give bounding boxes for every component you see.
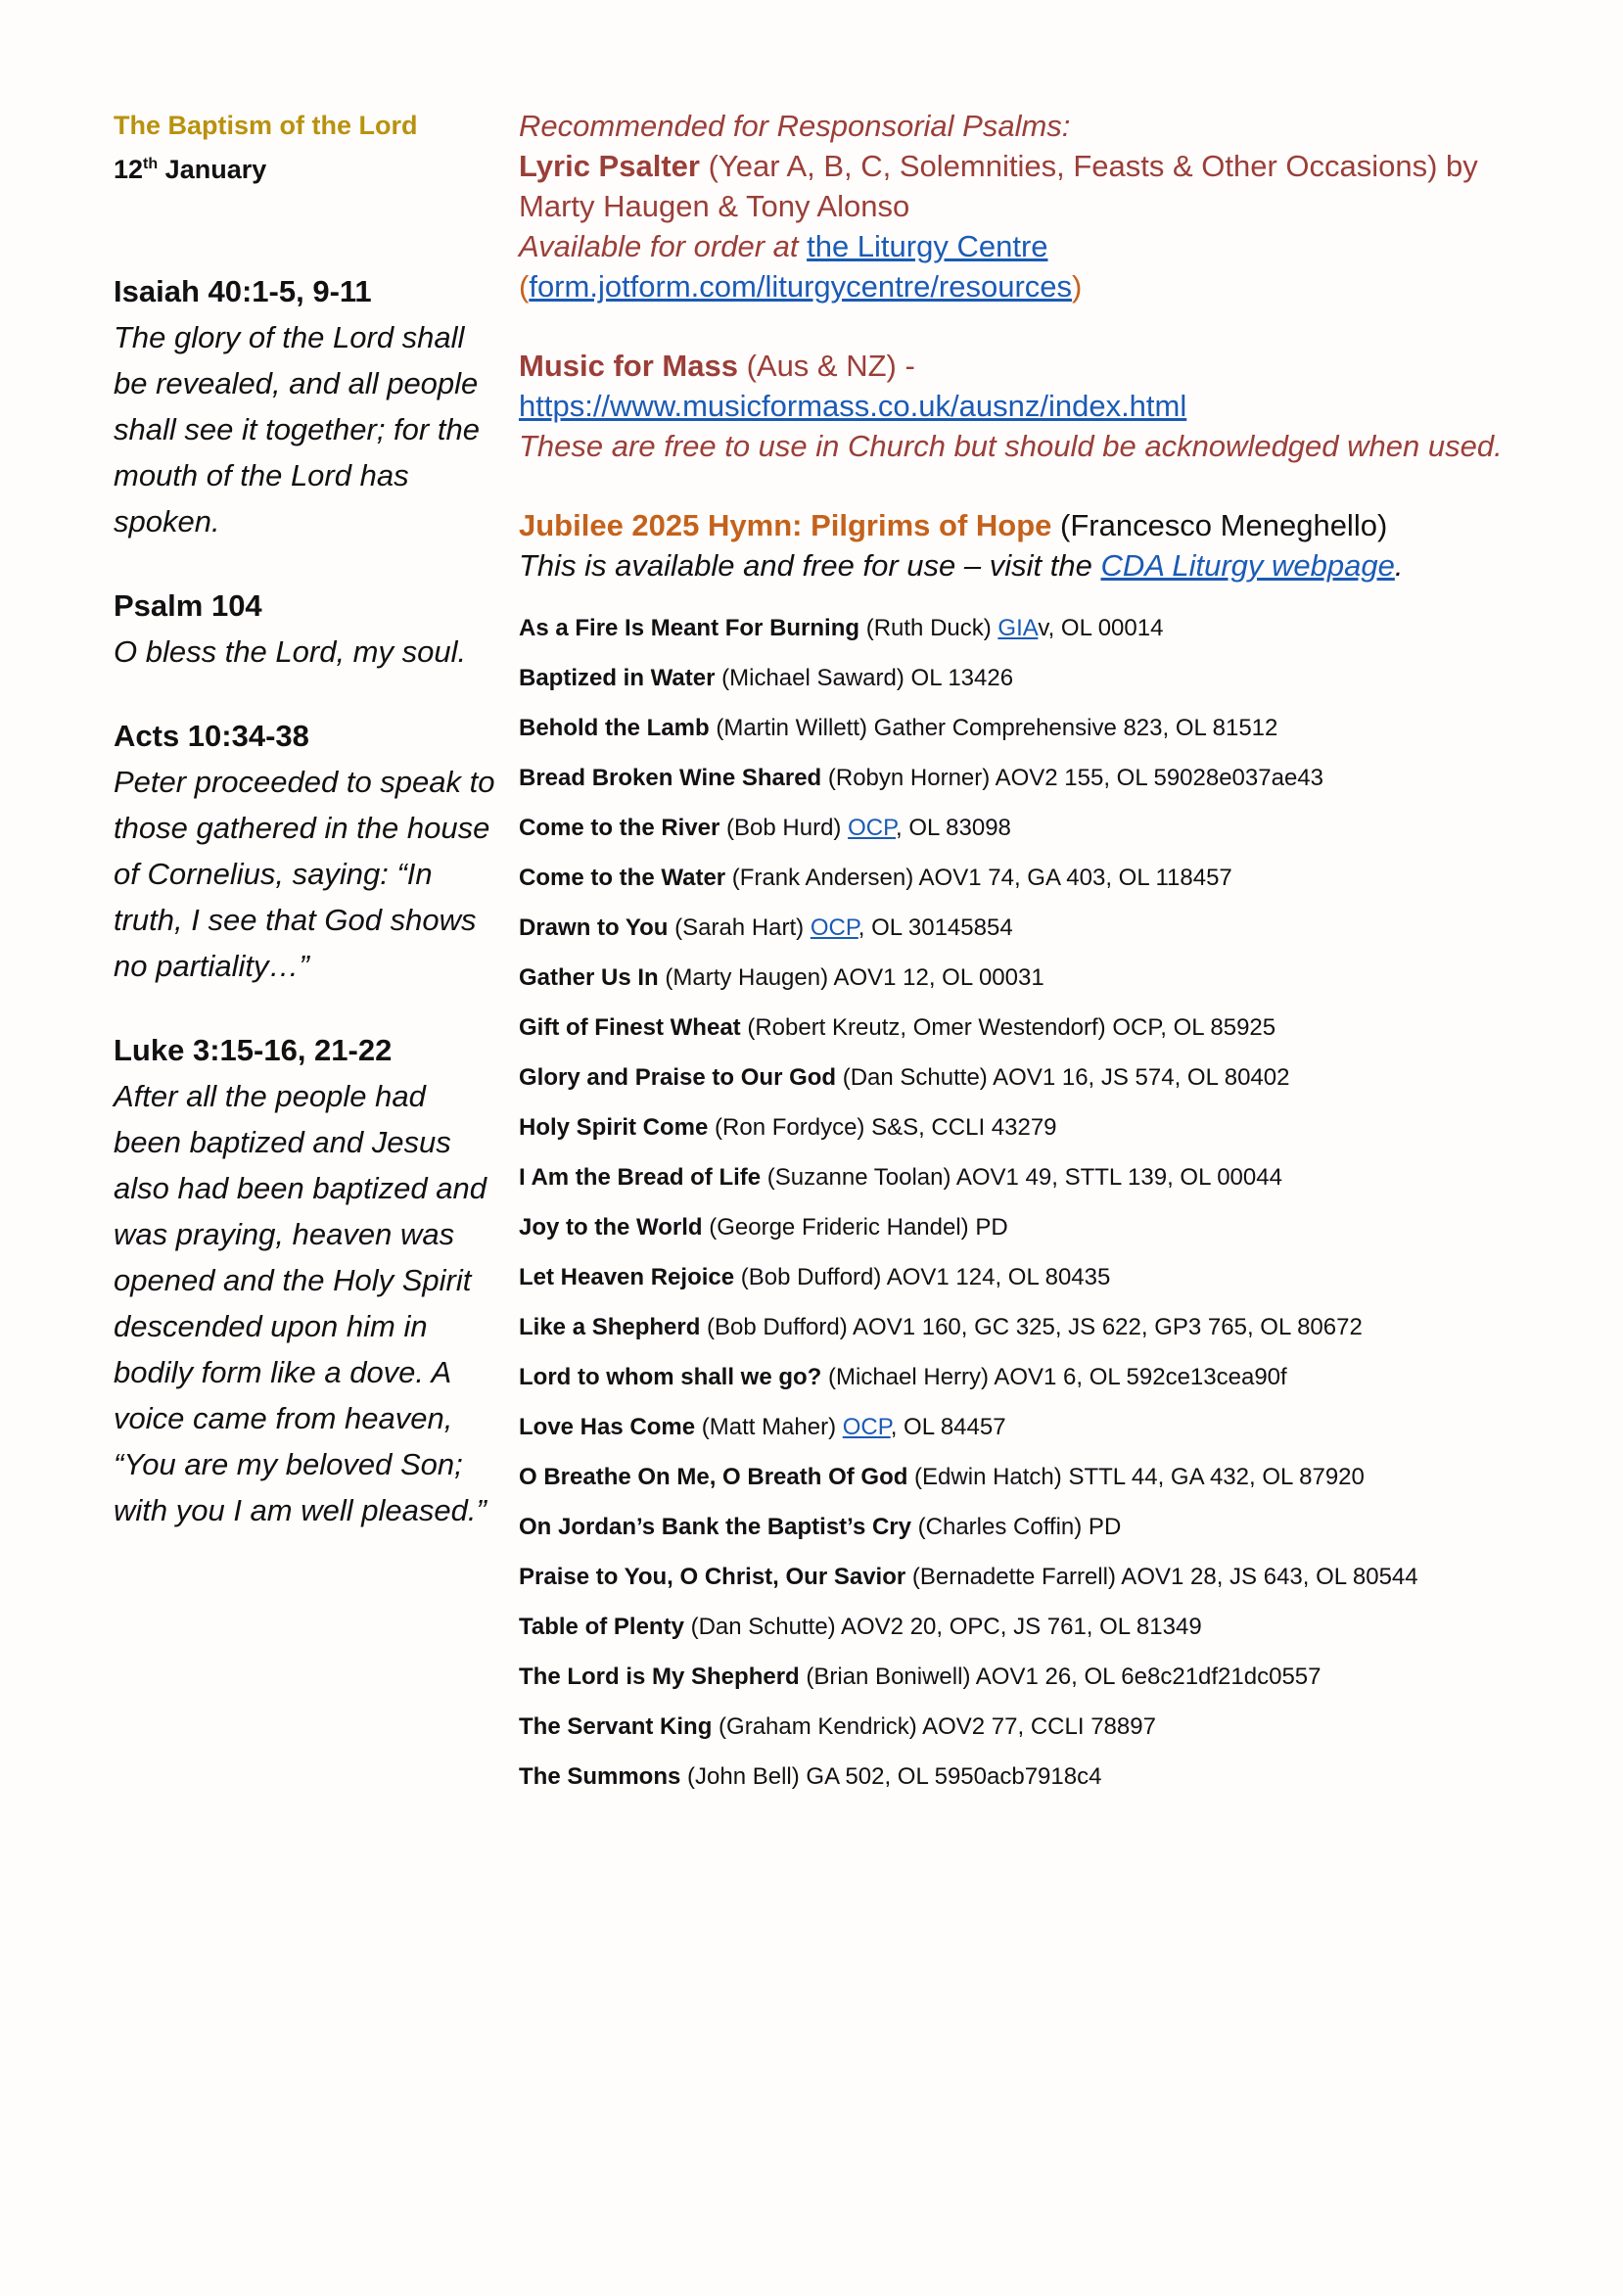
hymn-item — [519, 1602, 1596, 1652]
hymn-publisher-link[interactable]: GIA — [997, 615, 1039, 641]
hymn-details: (Dan Schutte) AOV2 20, OPC, JS 761, OL 81349 — [683, 1614, 1202, 1640]
music-mass-link[interactable]: https://www.musicformass.co.uk/ausnz/index.html — [519, 389, 1187, 423]
hymn-details: (Sarah Hart) — [668, 914, 811, 941]
hymn-item — [519, 1352, 1596, 1402]
reading-text-line: The glory of the Lord shall — [114, 320, 465, 354]
hymn-details-end: , OL 83098 — [896, 815, 1011, 841]
hymn-title: Baptized in Water — [519, 665, 716, 691]
hymn-item — [519, 603, 1596, 653]
feast-date — [114, 145, 495, 189]
hymn-title: The Summons — [519, 1763, 681, 1790]
music-mass-note: These are free to use in Church but should be acknowledged when used. — [519, 429, 1503, 463]
hymn-details: (Robyn Horner) AOV2 155, OL 59028e037ae43 — [821, 765, 1323, 791]
reading-text-line: voice came from heaven, — [114, 1401, 453, 1435]
hymn-title: Bread Broken Wine Shared — [519, 765, 822, 791]
hymn-details: (Ruth Duck) — [859, 615, 998, 641]
hymn-title: As a Fire Is Meant For Burning — [519, 615, 860, 641]
hymn-item — [519, 703, 1596, 753]
hymn-title: Glory and Praise to Our God — [519, 1064, 837, 1091]
hymn-details: (Graham Kendrick) AOV2 77, CCLI 78897 — [712, 1713, 1156, 1740]
hymn-details: (Frank Andersen) AOV1 74, GA 403, OL 118457 — [725, 865, 1232, 891]
reading-text-line: bodily form like a dove. A — [114, 1355, 452, 1389]
hymn-details: (Bob Dufford) AOV1 124, OL 80435 — [734, 1264, 1111, 1290]
hymn-publisher-link[interactable]: OCP — [848, 815, 897, 841]
hymn-item — [519, 1202, 1596, 1252]
hymn-title: Gift of Finest Wheat — [519, 1014, 741, 1041]
jubilee-line — [519, 505, 1596, 545]
reading-text-line: After all the people had — [114, 1079, 426, 1113]
reading-text-line: shall see it together; for the — [114, 412, 480, 446]
hymn-title: The Lord is My Shepherd — [519, 1663, 800, 1690]
reading-text-line: mouth of the Lord has — [114, 458, 409, 492]
lyric-psalter-title: Lyric Psalter — [519, 149, 700, 183]
hymn-item — [519, 1402, 1596, 1452]
date-day: 12 — [114, 155, 144, 184]
hymn-title: Love Has Come — [519, 1414, 696, 1440]
reading-text-line: be revealed, and all people — [114, 366, 479, 400]
hymn-details: (Dan Schutte) AOV1 16, JS 574, OL 80402 — [836, 1064, 1290, 1091]
reading-text-line: also had been baptized and — [114, 1171, 487, 1205]
date-month: January — [164, 155, 267, 184]
hymn-details: (Michael Herry) AOV1 6, OL 592ce13cea90f — [821, 1364, 1287, 1390]
hymn-item — [519, 1652, 1596, 1702]
jubilee-note-end: . — [1394, 548, 1404, 583]
reading-text-line: no partiality…” — [114, 949, 309, 983]
music-mass-title: Music for Mass — [519, 349, 738, 383]
hymn-list — [519, 603, 1596, 1802]
jotform-link[interactable]: form.jotform.com/liturgycentre/resources — [529, 269, 1073, 304]
reading-text-line: descended upon him in — [114, 1309, 428, 1343]
hymn-details: (Michael Saward) OL 13426 — [715, 665, 1014, 691]
reading-reference: Luke 3:15-16, 21-22 — [114, 1033, 393, 1067]
hymn-title: Behold the Lamb — [519, 715, 710, 741]
hymn-details: (George Frideric Handel) PD — [702, 1214, 1008, 1241]
hymn-item — [519, 1152, 1596, 1202]
reading-block — [114, 584, 495, 675]
hymn-item — [519, 753, 1596, 803]
hymn-details: (Bob Dufford) AOV1 160, GC 325, JS 622, GP3 765, OL 80672 — [700, 1314, 1363, 1340]
hymn-details: (Ron Fordyce) S&S, CCLI 43279 — [708, 1114, 1057, 1141]
reading-text-line: of Cornelius, saying: “In — [114, 857, 433, 891]
hymn-title: Come to the Water — [519, 865, 726, 891]
hymn-details: (Brian Boniwell) AOV1 26, OL 6e8c21df21dc0557 — [799, 1663, 1322, 1690]
reading-text-line: those gathered in the house — [114, 811, 490, 845]
hymn-details: (Robert Kreutz, Omer Westendorf) OCP, OL 85925 — [740, 1014, 1276, 1041]
reading-text-line: with you I am well pleased.” — [114, 1493, 487, 1527]
readings-list — [114, 269, 495, 1533]
feast-title: The Baptism of the Lord — [114, 111, 418, 140]
hymn-item — [519, 1302, 1596, 1352]
hymn-item — [519, 903, 1596, 953]
reading-text-line: spoken. — [114, 504, 220, 539]
reading-text-line: opened and the Holy Spirit — [114, 1263, 472, 1297]
hymn-details: (Martin Willett) Gather Comprehensive 823, OL 81512 — [709, 715, 1278, 741]
date-suffix: th — [143, 156, 159, 172]
music-mass-desc: (Aus & NZ) - — [737, 349, 915, 383]
reading-block — [114, 269, 495, 544]
hymn-details: (Bob Hurd) — [719, 815, 849, 841]
music-mass-line — [519, 346, 1596, 386]
hymn-publisher-link[interactable]: OCP — [842, 1414, 891, 1440]
reading-reference: Acts 10:34-38 — [114, 719, 309, 753]
readings-column — [114, 106, 495, 1533]
hymn-title: Come to the River — [519, 815, 720, 841]
hymn-details: (Marty Haugen) AOV1 12, OL 00031 — [658, 964, 1044, 991]
hymn-details-end: , OL 30145854 — [858, 914, 1013, 941]
hymn-title: Praise to You, O Christ, Our Savior — [519, 1564, 906, 1590]
hymn-title: Holy Spirit Come — [519, 1114, 709, 1141]
reading-text-line: was praying, heaven was — [114, 1217, 455, 1251]
hymn-item — [519, 1702, 1596, 1752]
reading-reference: Isaiah 40:1-5, 9-11 — [114, 274, 372, 308]
hymn-item — [519, 1502, 1596, 1552]
hymn-publisher-link[interactable]: OCP — [810, 914, 858, 941]
hymn-title: On Jordan’s Bank the Baptist’s Cry — [519, 1514, 911, 1540]
available-text: Available for order at — [519, 229, 808, 263]
music-mass-link-line — [519, 386, 1596, 426]
hymn-title: Gather Us In — [519, 964, 659, 991]
hymn-details: (Suzanne Toolan) AOV1 49, STTL 139, OL 00044 — [761, 1164, 1282, 1191]
hymn-item — [519, 1552, 1596, 1602]
paren-close: ) — [1072, 269, 1083, 304]
hymn-title: Table of Plenty — [519, 1614, 684, 1640]
hymn-details: (Bernadette Farrell) AOV1 28, JS 643, OL 80544 — [905, 1564, 1418, 1590]
jotform-line — [519, 266, 1596, 306]
lyric-psalter-line — [519, 146, 1596, 186]
hymn-title: The Servant King — [519, 1713, 713, 1740]
hymn-item — [519, 1102, 1596, 1152]
paren-open: ( — [519, 269, 530, 304]
psalms-heading: Recommended for Responsorial Psalms: — [519, 109, 1071, 143]
hymn-item — [519, 1752, 1596, 1802]
lyric-psalter-desc: (Year A, B, C, Solemnities, Feasts & Other Occasions) by — [699, 149, 1478, 183]
hymn-item — [519, 853, 1596, 903]
jubilee-author: (Francesco Meneghello) — [1051, 508, 1388, 542]
hymn-item — [519, 953, 1596, 1003]
reading-text-line: Peter proceeded to speak to — [114, 765, 495, 799]
hymn-details: (Charles Coffin) PD — [910, 1514, 1122, 1540]
hymn-title: Let Heaven Rejoice — [519, 1264, 735, 1290]
hymn-details-end: , OL 84457 — [890, 1414, 1006, 1440]
hymn-item — [519, 1003, 1596, 1053]
hymn-item — [519, 1053, 1596, 1102]
cda-liturgy-link[interactable]: CDA Liturgy webpage — [1100, 548, 1395, 583]
hymn-item — [519, 1452, 1596, 1502]
hymn-details-end: v, OL 00014 — [1038, 615, 1164, 641]
reading-text-line: O bless the Lord, my soul. — [114, 634, 467, 669]
hymn-title: O Breathe On Me, O Breath Of God — [519, 1464, 908, 1490]
jubilee-note: This is available and free for use – visit the — [519, 548, 1101, 583]
reading-reference: Psalm 104 — [114, 588, 262, 623]
hymn-item — [519, 803, 1596, 853]
reading-text-line: “You are my beloved Son; — [114, 1447, 463, 1481]
available-line — [519, 226, 1596, 266]
hymn-title: I Am the Bread of Life — [519, 1164, 762, 1191]
reading-block — [114, 714, 495, 989]
hymn-item — [519, 1252, 1596, 1302]
hymn-details: (John Bell) GA 502, OL 5950acb7918c4 — [680, 1763, 1102, 1790]
hymn-title: Lord to whom shall we go? — [519, 1364, 822, 1390]
reading-block — [114, 1028, 495, 1533]
jubilee-note-line — [519, 545, 1596, 586]
music-column — [519, 106, 1596, 1802]
reading-text-line: truth, I see that God shows — [114, 903, 477, 937]
hymn-item — [519, 653, 1596, 703]
hymn-details: (Edwin Hatch) STTL 44, GA 432, OL 87920 — [907, 1464, 1365, 1490]
hymn-title: Drawn to You — [519, 914, 669, 941]
lyric-psalter-authors: Marty Haugen & Tony Alonso — [519, 189, 910, 223]
hymn-title: Like a Shepherd — [519, 1314, 701, 1340]
reading-text-line: been baptized and Jesus — [114, 1125, 451, 1159]
liturgy-centre-link[interactable]: the Liturgy Centre — [807, 229, 1048, 263]
hymn-title: Joy to the World — [519, 1214, 703, 1241]
hymn-details: (Matt Maher) — [695, 1414, 843, 1440]
jubilee-title: Jubilee 2025 Hymn: Pilgrims of Hope — [519, 508, 1052, 542]
